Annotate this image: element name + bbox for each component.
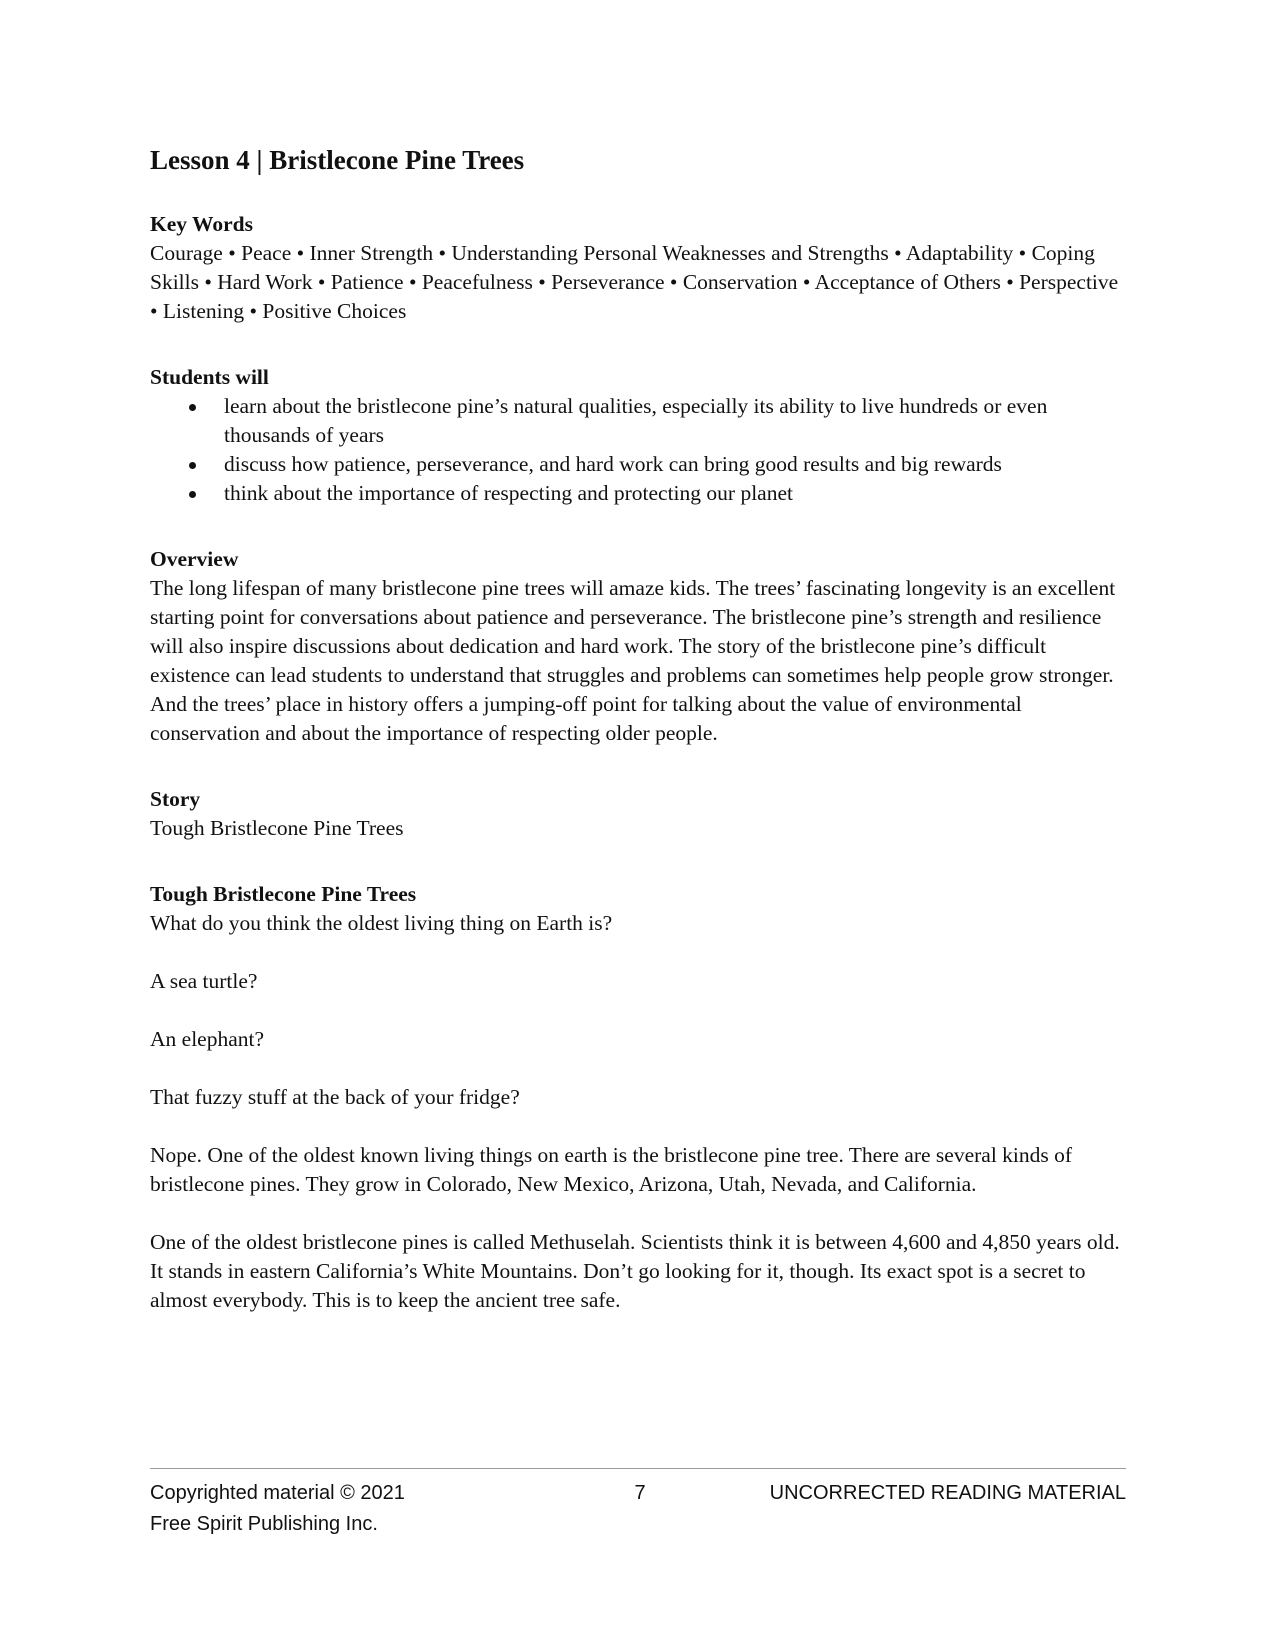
objective-item: think about the importance of respecting and protecting our planet	[150, 479, 1130, 508]
overview-section	[150, 545, 1130, 748]
key-words-list: Courage • Peace • Inner Strength • Understanding Personal Weaknesses and Strengths • Adaptability • Coping Skills • Hard Work • Patience • Peacefulness • Perseverance • Conservation • Acceptance of Others • Perspective • Listening • Positive Choices	[150, 241, 1119, 324]
story-section	[150, 785, 1130, 843]
lesson-title: Lesson 4 | Bristlecone Pine Trees	[150, 145, 525, 175]
story-body-heading: Tough Bristlecone Pine Trees	[150, 882, 417, 907]
story-heading: Story	[150, 787, 201, 812]
overview-heading: Overview	[150, 547, 239, 572]
story-paragraph: What do you think the oldest living thing on Earth is?	[150, 911, 613, 936]
footer-divider	[150, 1468, 1126, 1469]
objective-item: learn about the bristlecone pine’s natural qualities, especially its ability to live hundreds or even thousands of years	[150, 392, 1130, 450]
story-paragraph: One of the oldest bristlecone pines is called Methuselah. Scientists think it is between 4,600 and 4,850 years old. It stands in eastern California’s White Mountains. Don’t go looking for it, though. Its exact spot is a secret to almost everybody. This is to keep the ancient tree safe.	[150, 1230, 1120, 1313]
footer-left	[150, 1478, 570, 1540]
story-paragraph: A sea turtle?	[150, 969, 258, 994]
objective-item: discuss how patience, perseverance, and hard work can bring good results and big rewards	[150, 450, 1130, 479]
page-number: 7	[634, 1482, 646, 1504]
uncorrected-notice: UNCORRECTED READING MATERIAL	[769, 1482, 1126, 1504]
overview-text: The long lifespan of many bristlecone pine trees will amaze kids. The trees’ fascinating longevity is an excellent starting point for conversations about patience and perseverance. The bristlecone pine’s strength and resilience will also inspire discussions about dedication and hard work. The story of the bristlecone pine’s difficult existence can lead students to understand that struggles and problems can sometimes help people grow stronger. And the trees’ place in history offers a jumping-off point for talking about the value of environmental conservation and about the importance of respecting older people.	[150, 576, 1116, 746]
story-body-section	[150, 880, 1130, 1315]
objectives-list	[150, 392, 1130, 508]
story-title: Tough Bristlecone Pine Trees	[150, 816, 404, 841]
key-words-section	[150, 210, 1130, 326]
story-paragraph: That fuzzy stuff at the back of your fridge?	[150, 1085, 520, 1110]
students-will-heading: Students will	[150, 365, 269, 390]
story-paragraph: An elephant?	[150, 1027, 265, 1052]
publisher-text: Free Spirit Publishing Inc.	[150, 1513, 378, 1535]
document-page	[150, 144, 1130, 1315]
copyright-text: Copyrighted material © 2021	[150, 1482, 405, 1504]
students-will-section	[150, 363, 1130, 508]
story-paragraph: Nope. One of the oldest known living things on earth is the bristlecone pine tree. There are several kinds of bristlecone pines. They grow in Colorado, New Mexico, Arizona, Utah, Nevada, and California.	[150, 1143, 1073, 1197]
key-words-heading: Key Words	[150, 212, 253, 237]
